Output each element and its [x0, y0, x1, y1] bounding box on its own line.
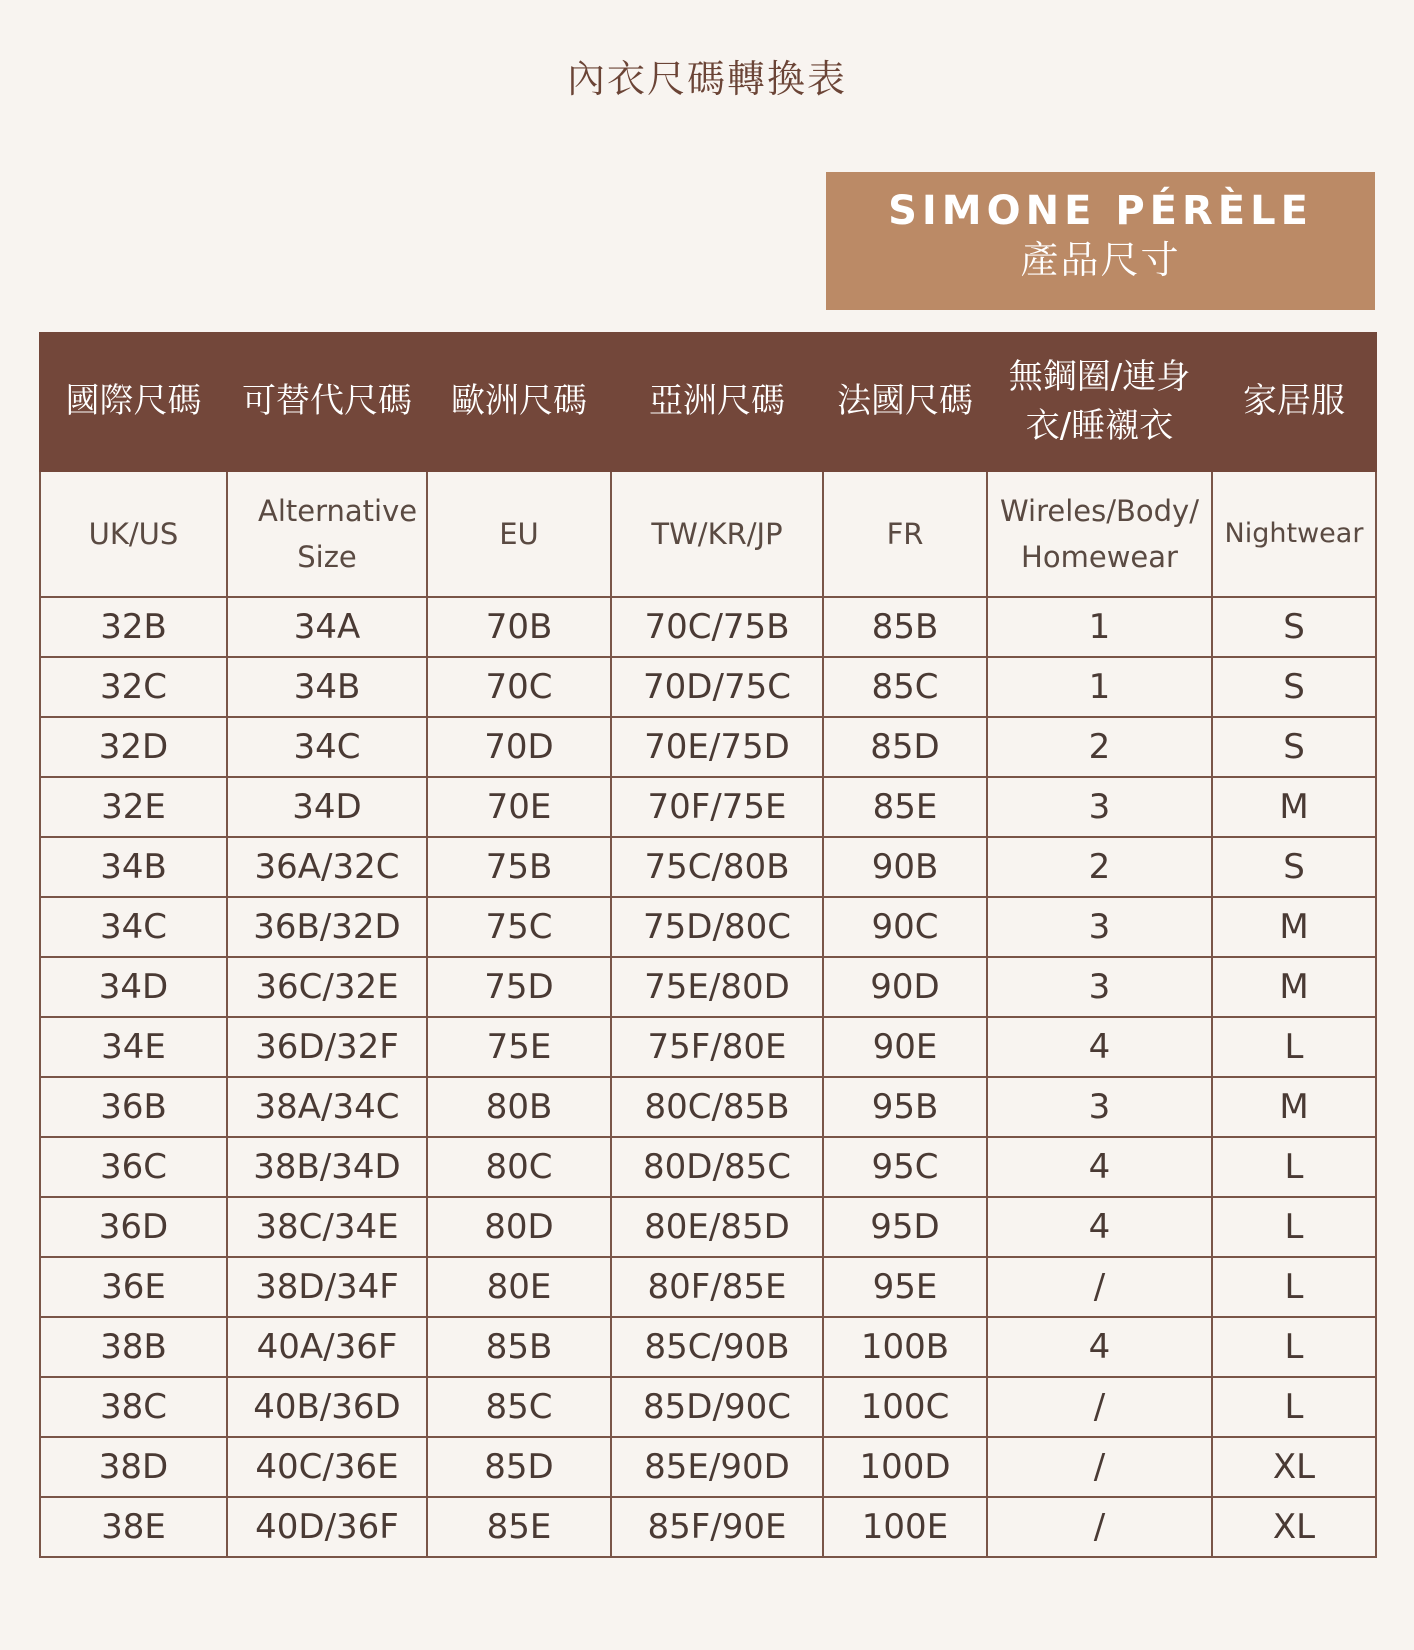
- table-cell: 75B: [427, 837, 611, 897]
- header-nightwear-size: 家居服: [1212, 333, 1376, 471]
- table-cell: 3: [987, 897, 1212, 957]
- table-cell: 75F/80E: [611, 1017, 823, 1077]
- table-cell: 32C: [40, 657, 227, 717]
- table-cell: 34E: [40, 1017, 227, 1077]
- table-row: [40, 1017, 1376, 1077]
- table-cell: 95D: [823, 1197, 987, 1257]
- table-cell: 1: [987, 657, 1212, 717]
- header-en-cell: FR: [823, 471, 987, 597]
- table-cell: 80D/85C: [611, 1137, 823, 1197]
- table-cell: 40C/36E: [227, 1437, 427, 1497]
- table-cell: 75D: [427, 957, 611, 1017]
- header-en-cell: EU: [427, 471, 611, 597]
- header-en-cell: Nightwear: [1212, 471, 1376, 597]
- table-cell: 70D/75C: [611, 657, 823, 717]
- table-cell: /: [987, 1437, 1212, 1497]
- table-cell: 36B/32D: [227, 897, 427, 957]
- table-cell: 80E: [427, 1257, 611, 1317]
- table-cell: 70E: [427, 777, 611, 837]
- header-alt-size: 可替代尺碼: [227, 333, 427, 471]
- header-en-cell: Alternative Size: [227, 471, 427, 597]
- table-cell: 34B: [227, 657, 427, 717]
- table-row: [40, 1317, 1376, 1377]
- brand-name: SIMONE PÉRÈLE: [888, 188, 1313, 234]
- table-cell: 95E: [823, 1257, 987, 1317]
- table-cell: 34D: [227, 777, 427, 837]
- table-cell: 36E: [40, 1257, 227, 1317]
- table-cell: 95B: [823, 1077, 987, 1137]
- table-cell: 85D: [427, 1437, 611, 1497]
- header-en-cell: Wireles/Body/Homewear: [987, 471, 1212, 597]
- table-cell: L: [1212, 1317, 1376, 1377]
- table-cell: 32B: [40, 597, 227, 657]
- table-cell: 70D: [427, 717, 611, 777]
- table-cell: 95C: [823, 1137, 987, 1197]
- table-cell: 80C: [427, 1137, 611, 1197]
- table-cell: 75C: [427, 897, 611, 957]
- table-cell: L: [1212, 1017, 1376, 1077]
- table-cell: 70C: [427, 657, 611, 717]
- table-cell: 80B: [427, 1077, 611, 1137]
- table-cell: 4: [987, 1317, 1212, 1377]
- table-cell: 4: [987, 1137, 1212, 1197]
- table-cell: 1: [987, 597, 1212, 657]
- table-cell: 34C: [40, 897, 227, 957]
- table-cell: 85F/90E: [611, 1497, 823, 1557]
- table-cell: 85B: [823, 597, 987, 657]
- table-cell: 4: [987, 1197, 1212, 1257]
- table-row: [40, 1497, 1376, 1557]
- header-eu-size: 歐洲尺碼: [427, 333, 611, 471]
- table-cell: 38C/34E: [227, 1197, 427, 1257]
- table-cell: 90C: [823, 897, 987, 957]
- header-asia-size: 亞洲尺碼: [611, 333, 823, 471]
- table-row: [40, 1197, 1376, 1257]
- header-wireless-size: 無鋼圈/連身衣/睡襯衣: [987, 333, 1212, 471]
- table-row: [40, 777, 1376, 837]
- table-cell: 38C: [40, 1377, 227, 1437]
- header-en-cell: UK/US: [40, 471, 227, 597]
- table-cell: 38D: [40, 1437, 227, 1497]
- table-cell: 100B: [823, 1317, 987, 1377]
- table-cell: XL: [1212, 1497, 1376, 1557]
- table-cell: 100E: [823, 1497, 987, 1557]
- table-cell: M: [1212, 957, 1376, 1017]
- table-cell: L: [1212, 1377, 1376, 1437]
- table-cell: S: [1212, 717, 1376, 777]
- table-cell: 85C: [427, 1377, 611, 1437]
- table-cell: 85B: [427, 1317, 611, 1377]
- table-cell: 90B: [823, 837, 987, 897]
- table-cell: 32D: [40, 717, 227, 777]
- table-cell: 75D/80C: [611, 897, 823, 957]
- table-row: [40, 957, 1376, 1017]
- table-cell: /: [987, 1377, 1212, 1437]
- table-cell: 3: [987, 1077, 1212, 1137]
- table-cell: 40A/36F: [227, 1317, 427, 1377]
- table-cell: 85C/90B: [611, 1317, 823, 1377]
- table-row: [40, 897, 1376, 957]
- table-cell: L: [1212, 1197, 1376, 1257]
- table-cell: 36C: [40, 1137, 227, 1197]
- table-cell: 38B/34D: [227, 1137, 427, 1197]
- table-cell: 85E: [427, 1497, 611, 1557]
- table-cell: 85D/90C: [611, 1377, 823, 1437]
- table-cell: 75C/80B: [611, 837, 823, 897]
- table-cell: 2: [987, 837, 1212, 897]
- table-cell: 36D/32F: [227, 1017, 427, 1077]
- table-cell: 3: [987, 777, 1212, 837]
- table-cell: 38D/34F: [227, 1257, 427, 1317]
- table-cell: 38E: [40, 1497, 227, 1557]
- table-cell: 3: [987, 957, 1212, 1017]
- page-title: 內衣尺碼轉換表: [566, 57, 847, 101]
- header-row-en: [40, 471, 1376, 597]
- table-row: [40, 1377, 1376, 1437]
- brand-box: [826, 172, 1375, 310]
- table-cell: 38B: [40, 1317, 227, 1377]
- table-row: [40, 597, 1376, 657]
- table-cell: 85E/90D: [611, 1437, 823, 1497]
- table-cell: 100D: [823, 1437, 987, 1497]
- table-cell: 80C/85B: [611, 1077, 823, 1137]
- table-cell: 90E: [823, 1017, 987, 1077]
- header-fr-size: 法國尺碼: [823, 333, 987, 471]
- table-cell: 40D/36F: [227, 1497, 427, 1557]
- size-conversion-table: [39, 332, 1377, 1558]
- table-cell: L: [1212, 1257, 1376, 1317]
- table-cell: 70B: [427, 597, 611, 657]
- table-cell: 4: [987, 1017, 1212, 1077]
- table-cell: 36B: [40, 1077, 227, 1137]
- table-cell: 36A/32C: [227, 837, 427, 897]
- table-cell: 32E: [40, 777, 227, 837]
- table-cell: S: [1212, 657, 1376, 717]
- table-cell: M: [1212, 897, 1376, 957]
- table-cell: M: [1212, 1077, 1376, 1137]
- table-cell: 100C: [823, 1377, 987, 1437]
- table-row: [40, 1077, 1376, 1137]
- table-cell: M: [1212, 777, 1376, 837]
- table-cell: 34A: [227, 597, 427, 657]
- table-cell: 34B: [40, 837, 227, 897]
- table-cell: 2: [987, 717, 1212, 777]
- table-cell: 70F/75E: [611, 777, 823, 837]
- table-cell: /: [987, 1497, 1212, 1557]
- table-row: [40, 1257, 1376, 1317]
- table-cell: 80E/85D: [611, 1197, 823, 1257]
- table-cell: 34C: [227, 717, 427, 777]
- table-cell: 75E: [427, 1017, 611, 1077]
- table-cell: S: [1212, 837, 1376, 897]
- header-row-zh: [40, 333, 1376, 471]
- table-cell: 85C: [823, 657, 987, 717]
- table-cell: 38A/34C: [227, 1077, 427, 1137]
- brand-subtitle: 產品尺寸: [1020, 238, 1181, 282]
- table-cell: 75E/80D: [611, 957, 823, 1017]
- table-cell: 36D: [40, 1197, 227, 1257]
- table-cell: XL: [1212, 1437, 1376, 1497]
- table-cell: 85D: [823, 717, 987, 777]
- table-cell: 80F/85E: [611, 1257, 823, 1317]
- header-en-cell: TW/KR/JP: [611, 471, 823, 597]
- table-cell: 85E: [823, 777, 987, 837]
- table-row: [40, 717, 1376, 777]
- table-cell: 34D: [40, 957, 227, 1017]
- table-cell: 70C/75B: [611, 597, 823, 657]
- table-row: [40, 1437, 1376, 1497]
- header-intl-size: 國際尺碼: [40, 333, 227, 471]
- table-row: [40, 1137, 1376, 1197]
- table-cell: 80D: [427, 1197, 611, 1257]
- table-row: [40, 837, 1376, 897]
- table-cell: 40B/36D: [227, 1377, 427, 1437]
- table-cell: 70E/75D: [611, 717, 823, 777]
- table-cell: /: [987, 1257, 1212, 1317]
- table-cell: 36C/32E: [227, 957, 427, 1017]
- table-cell: L: [1212, 1137, 1376, 1197]
- table-cell: 90D: [823, 957, 987, 1017]
- table-cell: S: [1212, 597, 1376, 657]
- table-row: [40, 657, 1376, 717]
